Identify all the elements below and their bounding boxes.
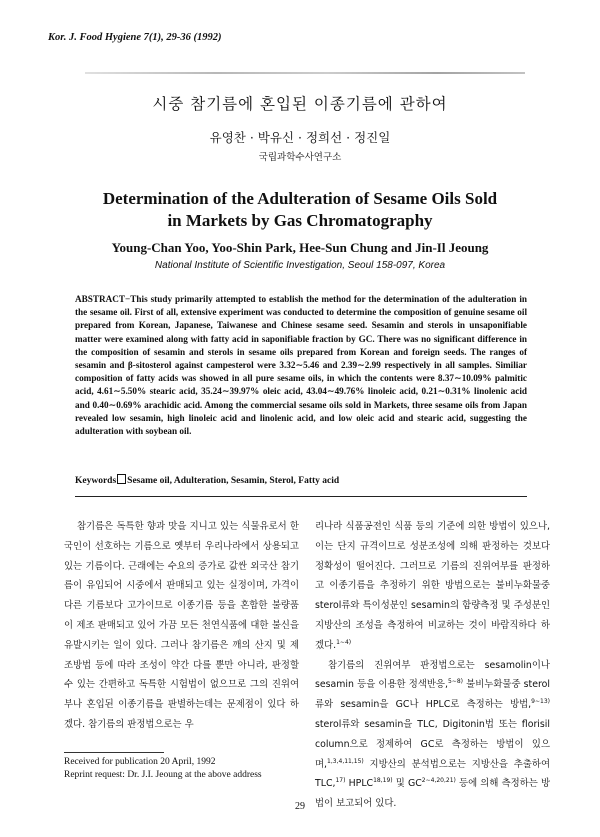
body-text: HPLC — [345, 778, 374, 790]
body-text: 리나라 식품공전인 식품 등의 기준에 의한 방법이 있으나, 이는 단지 규격이므로 성분조성에 의해 판정하는 것보다 정확성이 떨어진다. 그러므로 기름의 진위여부를 판정하고 이종기름을 추정하기 위한 방법으로는 불비누화물중 sterol류와 특이성분인 sesamin의 함량측정 및 주성분인 지방산의 조성을 측정하여 비교하는 것이 바람직하다 하겠다. — [315, 521, 550, 651]
abstract-label: ABSTRACT− — [75, 294, 131, 304]
citation-ref: 5∼8) — [447, 678, 463, 686]
citation-ref: 1∼4) — [336, 638, 352, 646]
citation-ref: 18,19) — [373, 777, 393, 785]
citation-ref: 17) — [335, 777, 346, 785]
citation-ref: 2∼4,20,21) — [421, 777, 456, 785]
citation-ref: 9∼13) — [531, 698, 550, 706]
keywords-text: Sesame oil, Adulteration, Sesamin, Sterol, Fatty acid — [127, 476, 340, 486]
keywords — [75, 474, 527, 486]
english-title — [0, 188, 600, 232]
body-paragraph: 참기름은 독특한 향과 맛을 지니고 있는 식물유로서 한국인이 선호하는 기름으로 옛부터 우리나라에서 상용되고 있는 기름이다. 근래에는 수요의 증가로 값싼 외국산 참기름이 유입되어 시중에서 판매되고 있는 실정이며, 가격이 다른 기름보다 고가이므로 이종기름 등을 혼합한 불량품이 제조 판매되고 있어 가끔 모든 천연식품에 대한 불신을 유발시키는 일이 있다. 그러나 참기름은 깨의 산지 및 제조방법 등에 따라 조성이 약간 다를 뿐만 아니라, 판정할 수 있는 간편하고 독특한 시험법이 없으므로 그의 진위여부나 혼입된 이종기름을 판별하는데는 문제점이 있다 하겠다. 참기름의 판정법으로는 우 — [64, 521, 299, 730]
korean-authors: 유영찬 · 박유신 · 정희선 · 정진일 — [209, 130, 391, 145]
footnote-reprint: Reprint request: Dr. J.I. Jeoung at the above address — [64, 770, 262, 780]
page-number: 29 — [295, 801, 305, 812]
keywords-rule — [75, 496, 527, 497]
body-text: 참기름의 진위여부 판정법으로는 sesamolin이나 sesamin 등을 이용한 정색반응, — [315, 659, 550, 691]
body-paragraph — [315, 656, 550, 814]
korean-affiliation: 국립과학수사연구소 — [258, 152, 342, 163]
footnotes — [64, 756, 314, 782]
abstract — [75, 293, 527, 438]
body-right-column — [315, 517, 550, 814]
footnote-received: Received for publication 20 April, 1992 — [64, 757, 216, 767]
header-rule — [85, 72, 525, 74]
english-authors: Young-Chan Yoo, Yoo-Shin Park, Hee-Sun Chung and Jin-Il Jeoung — [111, 240, 489, 255]
body-text: sterol류와 sesamin을 TLC, Digitonin법 또는 florisil column으로 정제하여 GC로 측정하는 방법이 있으며, — [315, 718, 550, 770]
korean-title: 시중 참기름에 혼입된 이종기름에 관하여 — [152, 95, 448, 113]
keywords-label: Keywords — [75, 476, 117, 486]
citation-ref: 1,3,4,11,15) — [327, 757, 364, 765]
footnote-rule — [64, 752, 164, 753]
body-left-column — [64, 517, 299, 735]
abstract-text: This study primarily attempted to establish the method for the determination of the adulteration in the sesame oil. First of all, extensive experiment was conducted to determine the composition of genuine sesame oil prepared from Korean, Japanese, Taiwanese and Chinese sesame seed. Sesamin and sterols in unsaponifiable matter were examined along with fatty acid in saponifiable fraction by GC. There was no significant difference in the composition of sesamin and sterols in sesame oils prepared from Korean and foreign seeds. The ranges of sesamin and β-sitosterol against campesterol were 3.32∼5.46 and 2.39∼2.99 respectively in all samples. Similiar composition of fatty acids was showed in all pure sesame oils, in which the contents were 8.37∼10.09% palmitic acid, 4.61∼5.50% stearic acid, 35.24∼39.97% oleic acid, 43.04∼49.76% linoleic acid, 0.21∼0.31% linolenic acid and 0.40∼0.69% arachidic acid. Among the commercial sesame oils sold in Markets, three sesame oils from Japan revealed low sesamin, high linoleic acid and linolenic acid, and low oleic acid and stearic acid, suggesting the adulteration with soybean oil. — [75, 294, 527, 437]
english-affiliation: National Institute of Scientific Investigation, Seoul 158-097, Korea — [154, 260, 446, 271]
body-text: 등에 의해 측정하는 방법이 보고되어 있다. — [315, 778, 550, 810]
body-text: 지방산의 분석법으로는 지방산을 추출하여 TLC, — [315, 758, 550, 790]
body-paragraph — [315, 517, 550, 656]
english-title-line2: in Markets by Gas Chromatography — [167, 211, 433, 230]
english-title-line1: Determination of the Adulteration of Sesame Oils Sold — [102, 189, 498, 208]
body-text: 및 GC — [392, 778, 422, 790]
keywords-box-marker — [117, 474, 126, 484]
journal-citation: Kor. J. Food Hygiene 7(1), 29-36 (1992) — [48, 32, 222, 43]
body-text: 불비누화물중 sterol류와 sesamin을 GC나 HPLC로 측정하는 방법, — [315, 679, 550, 711]
